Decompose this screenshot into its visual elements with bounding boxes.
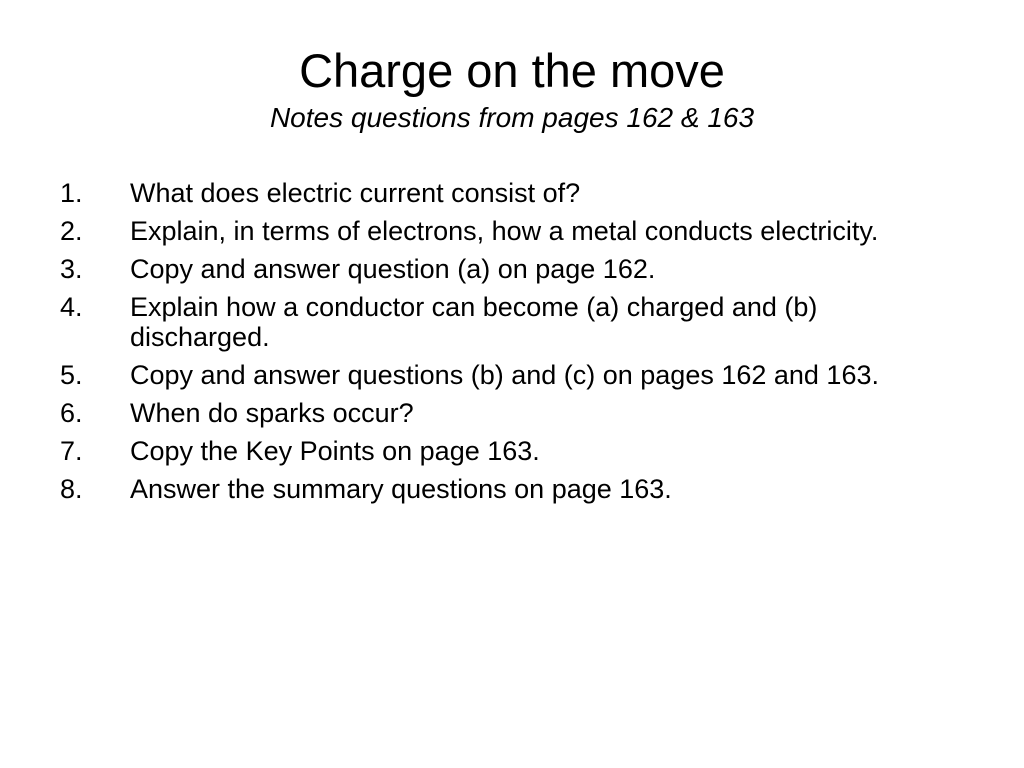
item-number: 4.: [60, 292, 83, 322]
item-number: 5.: [60, 360, 83, 390]
list-item: [60, 178, 960, 208]
list-item: [60, 254, 960, 284]
item-number: 2.: [60, 216, 83, 246]
title-block: [0, 42, 1024, 136]
item-number: 8.: [60, 474, 83, 504]
item-text: Answer the summary questions on page 163.: [130, 474, 672, 504]
list-item: [60, 474, 960, 504]
item-text: Explain how a conductor can become (a) charged and (b) discharged.: [130, 292, 818, 352]
item-text: When do sparks occur?: [130, 398, 414, 428]
list-item: [60, 398, 960, 428]
item-text: Explain, in terms of electrons, how a metal conducts electricity.: [130, 216, 879, 246]
item-number: 1.: [60, 178, 83, 208]
item-text: Copy the Key Points on page 163.: [130, 436, 540, 466]
slide-subtitle: Notes questions from pages 162 & 163: [269, 102, 755, 133]
item-number: 6.: [60, 398, 83, 428]
item-text: What does electric current consist of?: [130, 178, 581, 208]
list-item: [60, 360, 960, 390]
question-list: [60, 178, 960, 512]
list-item: [60, 216, 960, 246]
slide-title: Charge on the move: [299, 44, 725, 97]
list-item: [60, 436, 960, 466]
item-text: Copy and answer question (a) on page 162.: [130, 254, 656, 284]
item-text: Copy and answer questions (b) and (c) on pages 162 and 163.: [130, 360, 879, 390]
item-number: 3.: [60, 254, 83, 284]
item-number: 7.: [60, 436, 83, 466]
list-item: [60, 292, 960, 352]
